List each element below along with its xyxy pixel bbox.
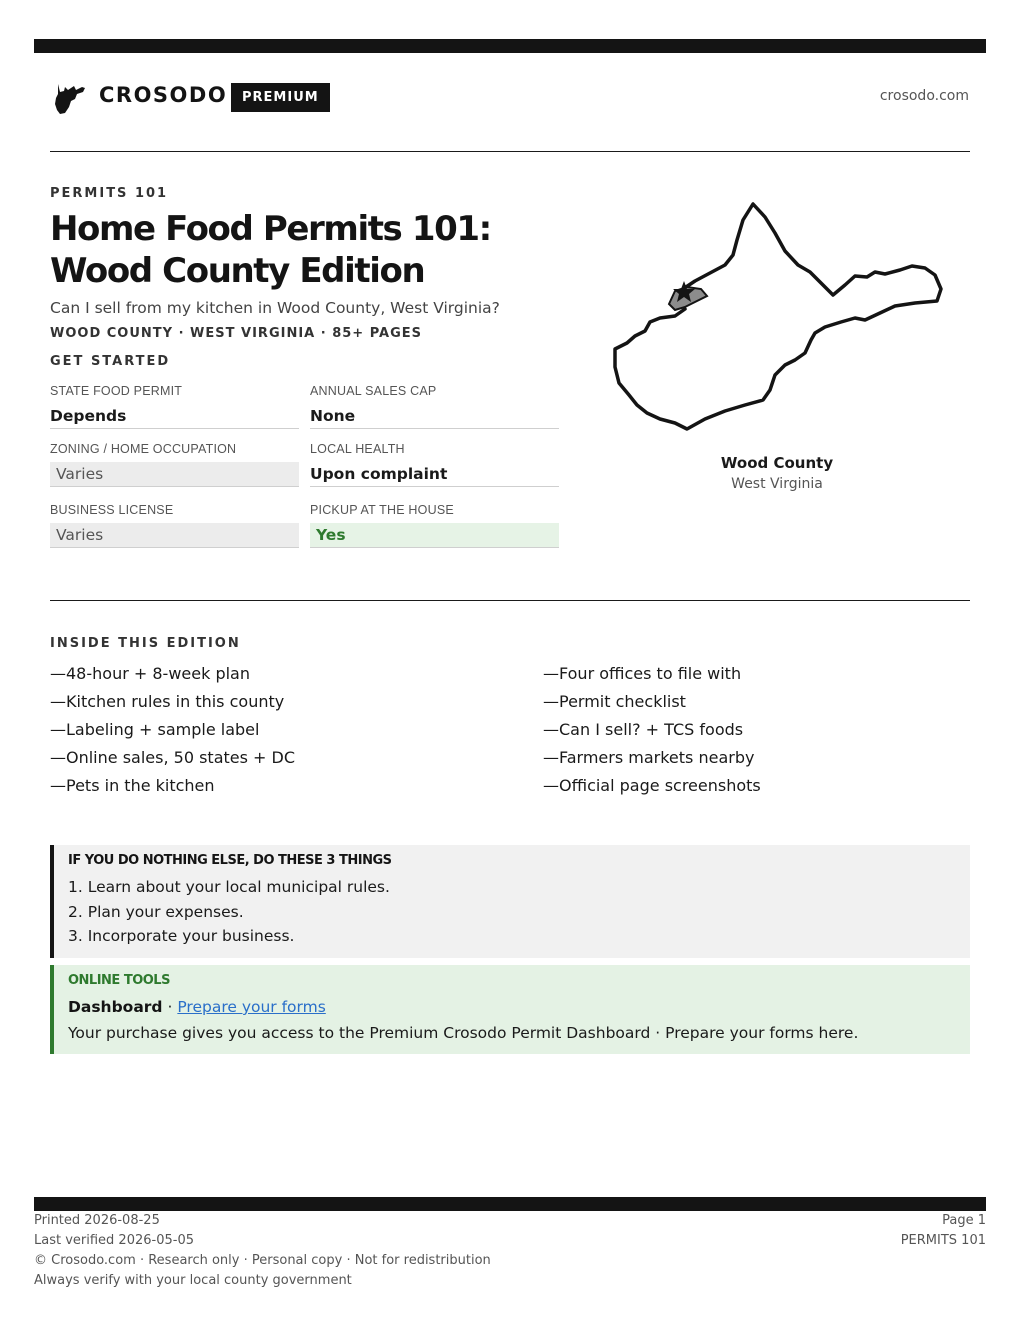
dashboard-label: Dashboard [68,998,163,1016]
header [50,78,970,118]
west-virginia-outline-icon [615,204,941,429]
must-do-item: 3. Incorporate your business. [68,927,295,945]
top-bar [34,39,986,53]
fact-value: Upon complaint [310,465,448,483]
map-county-name: Wood County [720,454,834,472]
fact-label: BUSINESS LICENSE [50,503,174,517]
page-subtitle: Can I sell from my kitchen in Wood County, West Virginia? [50,299,500,317]
fact-value: Depends [50,407,127,425]
toc-item: —Four offices to file with [543,664,742,683]
fact-label: ANNUAL SALES CAP [310,384,437,398]
fact-value: Varies [50,523,299,547]
page-number: Page 1 [942,1213,986,1228]
toc-left-column [50,663,490,803]
fact-pickup-at-house [310,501,559,548]
toc-item: —48-hour + 8-week plan [50,664,250,683]
edition-meta: WOOD COUNTY · WEST VIRGINIA · 85+ PAGES [50,326,423,341]
printed-date: Printed 2026-08-25 [34,1213,160,1228]
section-divider [50,600,970,601]
fact-label: LOCAL HEALTH [310,442,405,456]
prepare-forms-link[interactable]: Prepare your forms [177,998,326,1016]
fact-business-license [50,501,299,548]
premium-badge: PREMIUM [231,83,330,112]
dashboard-separator: · [167,998,173,1016]
fact-label: ZONING / HOME OCCUPATION [50,442,237,456]
toc-item: —Farmers markets nearby [543,748,755,767]
toc-item: —Kitchen rules in this county [50,692,285,711]
fact-value: Yes [310,523,559,547]
fact-label: STATE FOOD PERMIT [50,384,183,398]
must-do-item: 1. Learn about your local municipal rules. [68,878,390,896]
toc-item: —Labeling + sample label [50,720,260,739]
must-do-heading: IF YOU DO NOTHING ELSE, DO THESE 3 THINGS [68,853,392,868]
get-started-heading: GET STARTED [50,354,171,369]
fact-state-food-permit [50,382,299,429]
tools-description: Your purchase gives you access to the Premium Crosodo Permit Dashboard · Prepare your forms here. [68,1024,859,1042]
online-tools-callout [50,965,970,1054]
copyright-notice: © Crosodo.com · Research only · Personal copy · Not for redistribution [34,1253,491,1268]
bottom-bar [34,1197,986,1211]
toc-right-column [543,663,983,803]
toc-item: —Online sales, 50 states + DC [50,748,296,767]
footer-right [901,1213,986,1253]
fact-annual-sales-cap [310,382,559,429]
fact-value: Varies [50,462,299,486]
map-state-name: West Virginia [731,476,823,492]
brand-name: CROSODO [99,83,228,107]
toc-item: —Permit checklist [543,692,686,711]
west-virginia-map [605,195,950,445]
must-do-item: 2. Plan your expenses. [68,902,244,921]
header-divider [50,151,970,152]
fact-zoning-home-occupation [50,440,299,487]
fact-value: None [310,407,356,425]
fact-local-health [310,440,559,487]
footer-section: PERMITS 101 [900,1233,986,1248]
inside-edition-heading: INSIDE THIS EDITION [50,636,241,651]
toc-item: —Official page screenshots [543,776,761,795]
site-url[interactable]: crosodo.com [879,88,969,104]
dashboard-line [68,997,970,1023]
online-tools-heading: ONLINE TOOLS [68,973,170,988]
verified-date: Last verified 2026-05-05 [34,1233,194,1248]
toc-item: —Can I sell? + TCS foods [543,720,744,739]
west-virginia-logo-icon [52,80,88,116]
footer-left [34,1213,491,1293]
verify-disclaimer: Always verify with your local county government [34,1273,352,1288]
section-kicker: PERMITS 101 [50,186,169,201]
toc-item: —Pets in the kitchen [50,776,215,795]
fact-label: PICKUP AT THE HOUSE [310,503,454,517]
must-do-callout [50,845,970,958]
page-title: Home Food Permits 101: Wood County Edition [50,209,491,291]
